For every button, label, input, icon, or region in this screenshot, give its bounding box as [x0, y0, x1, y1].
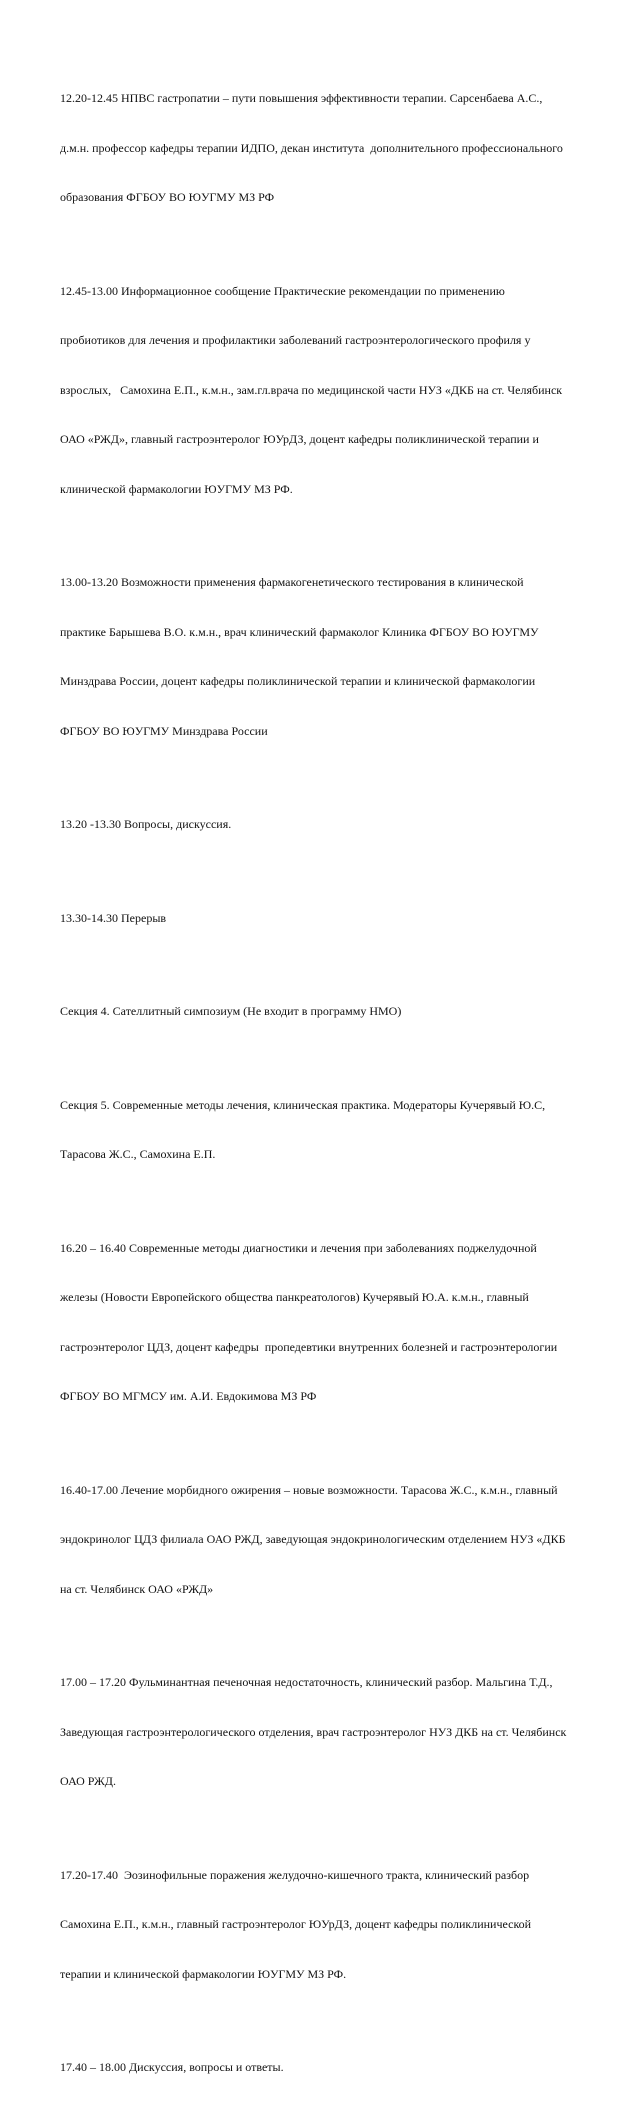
text-line: 13.20 -13.30 Вопросы, дискуссия.	[60, 817, 232, 831]
program-item-break	[60, 877, 590, 960]
text-line: Секция 5. Современные методы лечения, клиническая практика. Модераторы Кучерявый Ю.С,	[60, 1097, 546, 1112]
text-line: 12.20-12.45 НПВС гастропатии – пути повышения эффективности терапии. Сарсенбаева А.С.,	[60, 91, 543, 105]
text-line: ФГБОУ ВО ЮУГМУ Минздрава России	[60, 723, 268, 738]
text-line: ОАО РЖД.	[60, 1774, 116, 1788]
text-line: Самохина Е.П., к.м.н., главный гастроэнтеролог ЮУрДЗ, доцент кафедры поликлинической	[60, 1917, 532, 1931]
text-line: д.м.н. профессор кафедры терапии ИДПО, декан института дополнительного профессионального	[60, 140, 563, 155]
text-line: 16.40-17.00 Лечение морбидного ожирения – новые возможности. Тарасова Ж.С., к.м.н., главный	[60, 1482, 558, 1497]
text-line: 13.30-14.30 Перерыв	[60, 910, 167, 925]
text-line: 16.20 – 16.40 Современные методы диагностики и лечения при заболеваниях поджелудочной	[60, 1240, 537, 1255]
text-line: практике Барышева В.О. к.м.н., врач клинический фармаколог Клиника ФГБОУ ВО ЮУГМУ	[60, 624, 539, 639]
text-line: 13.00-13.20 Возможности применения фармакогенетического тестирования в клинической	[60, 575, 524, 589]
text-line: Секция 4. Сателлитный симпозиум (Не входит в программу НМО)	[60, 1004, 402, 1018]
text-line: на ст. Челябинск ОАО «РЖД»	[60, 1581, 214, 1596]
text-line: образования ФГБОУ ВО ЮУГМУ МЗ РФ	[60, 190, 275, 204]
text-line: пробиотиков для лечения и профилактики заболеваний гастроэнтерологического профиля у	[60, 333, 531, 347]
program-item-obesity	[60, 1449, 590, 1631]
text-line: взрослых, Самохина Е.П., к.м.н., зам.гл.врача по медицинской части НУЗ «ДКБ на ст. Челябинск	[60, 382, 563, 397]
text-line: 17.20-17.40 Эозинофильные поражения желудочно-кишечного тракта, клинический разбор	[60, 1867, 530, 1882]
program-item-eosinophilic	[60, 1834, 590, 2016]
text-line: Тарасова Ж.С., Самохина Е.П.	[60, 1147, 216, 1161]
section-4-heading	[60, 970, 590, 1053]
program-item-pancreas	[60, 1207, 590, 1438]
text-line: 17.00 – 17.20 Фульминантная печеночная недостаточность, клинический разбор. Мальгина Т.Д.,	[60, 1675, 553, 1689]
text-line: железы (Новости Европейского общества панкреатологов) Кучерявый Ю.А. к.м.н., главный	[60, 1290, 529, 1304]
section-5-heading	[60, 1064, 590, 1196]
program-page	[60, 57, 590, 2120]
text-line: клинической фармакологии ЮУГМУ МЗ РФ.	[60, 481, 293, 496]
text-line: ОАО «РЖД», главный гастроэнтеролог ЮУрДЗ, доцент кафедры поликлинической терапии и	[60, 432, 539, 446]
program-item-final-discussion	[60, 2026, 590, 2109]
text-line: ФГБОУ ВО МГМСУ им. А.И. Евдокимова МЗ РФ	[60, 1389, 317, 1403]
program-item-liver-failure	[60, 1641, 590, 1823]
text-line: Заведующая гастроэнтерологического отделения, врач гастроэнтеролог НУЗ ДКБ на ст. Челябинск	[60, 1724, 567, 1739]
text-line: гастроэнтеролог ЦДЗ, доцент кафедры пропедевтики внутренних болезней и гастроэнтерологии	[60, 1339, 558, 1354]
text-line: терапии и клинической фармакологии ЮУГМУ МЗ РФ.	[60, 1966, 347, 1981]
program-item-discussion	[60, 783, 590, 866]
text-line: 12.45-13.00 Информационное сообщение Практические рекомендации по применению	[60, 283, 505, 298]
text-line: Минздрава России, доцент кафедры поликлинической терапии и клинической фармакологии	[60, 674, 536, 688]
text-line: 17.40 – 18.00 Дискуссия, вопросы и ответы.	[60, 2060, 284, 2074]
program-item-pharmacogenetics	[60, 541, 590, 772]
program-item-npvs	[60, 57, 590, 239]
program-item-probiotics	[60, 250, 590, 531]
text-line: эндокринолог ЦДЗ филиала ОАО РЖД, заведующая эндокринологическим отделением НУЗ «ДКБ	[60, 1532, 566, 1546]
